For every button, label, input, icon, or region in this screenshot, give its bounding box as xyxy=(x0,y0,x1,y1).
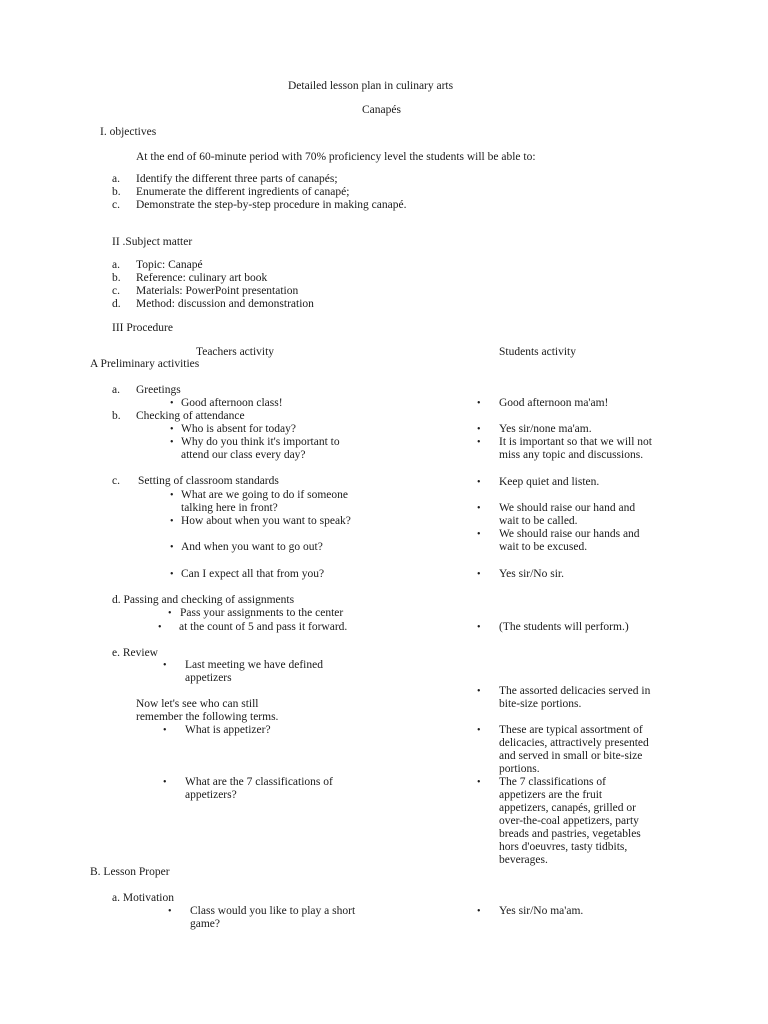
student-line: and served in small or bite-size xyxy=(499,750,643,762)
student-line: delicacies, attractively presented xyxy=(499,737,649,749)
teacher-line: Now let's see who can still xyxy=(136,698,259,710)
item-marker: c. xyxy=(112,475,120,487)
bullet: • xyxy=(477,437,481,448)
review-label: e. Review xyxy=(112,647,158,659)
student-line: Good afternoon ma'am! xyxy=(499,397,609,409)
teacher-line: Why do you think it's important to xyxy=(181,436,340,448)
subject-item: Topic: Canapé xyxy=(136,259,203,271)
teacher-line: Good afternoon class! xyxy=(181,397,283,409)
student-line: The assorted delicacies served in xyxy=(499,685,651,697)
teacher-line: What are the 7 classifications of xyxy=(185,776,333,788)
item-marker: b. xyxy=(112,410,121,422)
teacher-line: What is appetizer? xyxy=(185,724,271,736)
bullet: • xyxy=(477,777,481,788)
student-line: It is important so that we will not xyxy=(499,436,652,448)
students-activity-header: Students activity xyxy=(499,346,576,358)
attendance-label: Checking of attendance xyxy=(136,410,245,422)
objective-item: Identify the different three parts of canapés; xyxy=(136,173,338,185)
bullet: • xyxy=(477,686,481,697)
student-line: appetizers are the fruit xyxy=(499,789,603,801)
objectives-intro: At the end of 60-minute period with 70% proficiency level the students will be able to: xyxy=(136,151,536,163)
teacher-line: remember the following terms. xyxy=(136,711,279,723)
student-line: over-the-coal appetizers, party xyxy=(499,815,639,827)
teacher-line: What are we going to do if someone xyxy=(181,489,349,501)
teacher-line: Pass your assignments to the center xyxy=(180,607,344,619)
bullet: • xyxy=(163,660,167,671)
student-line: wait to be called. xyxy=(499,515,578,527)
student-line: We should raise our hands and xyxy=(499,528,640,540)
teacher-line: at the count of 5 and pass it forward. xyxy=(179,621,348,633)
teacher-line: And when you want to go out? xyxy=(181,541,323,553)
student-line: appetizers, canapés, grilled or xyxy=(499,802,636,814)
bullet: • xyxy=(477,503,481,514)
item-marker: a. xyxy=(112,384,120,396)
bullet: • xyxy=(477,529,481,540)
bullet: • xyxy=(477,569,481,580)
assignments-label: d. Passing and checking of assignments xyxy=(112,594,295,606)
preliminary-activities-heading: A Preliminary activities xyxy=(90,358,200,370)
lesson-proper-heading: B. Lesson Proper xyxy=(90,866,170,878)
bullet: • xyxy=(477,424,481,435)
objective-marker: b. xyxy=(112,186,121,198)
student-line: beverages. xyxy=(499,854,548,866)
bullet: • xyxy=(168,906,172,917)
bullet: • xyxy=(163,777,167,788)
bullet: • xyxy=(477,398,481,409)
bullet: • xyxy=(477,477,481,488)
teacher-line: How about when you want to speak? xyxy=(181,515,351,527)
student-line: portions. xyxy=(499,763,540,775)
student-line: wait to be excused. xyxy=(499,541,588,553)
student-line: These are typical assortment of xyxy=(499,724,643,736)
bullet: • xyxy=(170,516,174,527)
student-line: The 7 classifications of xyxy=(499,776,606,788)
bullet: • xyxy=(163,725,167,736)
standards-label: Setting of classroom standards xyxy=(138,475,279,487)
student-line: Yes sir/No sir. xyxy=(499,568,564,580)
student-line: bite-size portions. xyxy=(499,698,582,710)
bullet: • xyxy=(170,424,174,435)
teacher-line: Can I expect all that from you? xyxy=(181,568,325,580)
subject-marker: d. xyxy=(112,298,121,310)
bullet: • xyxy=(170,490,174,501)
bullet: • xyxy=(170,569,174,580)
teacher-line: talking here in front? xyxy=(181,502,278,514)
teachers-activity-header: Teachers activity xyxy=(196,346,275,358)
teacher-line: appetizers xyxy=(185,672,232,684)
bullet: • xyxy=(477,622,481,633)
student-line: We should raise our hand and xyxy=(499,502,636,514)
student-line: hors d'oeuvres, tasty tidbits, xyxy=(499,841,628,853)
subject-item: Reference: culinary art book xyxy=(136,272,268,284)
student-line: Yes sir/none ma'am. xyxy=(499,423,592,435)
subject-item: Method: discussion and demonstration xyxy=(136,298,314,310)
document-title: Detailed lesson plan in culinary arts xyxy=(288,80,454,92)
objective-item: Enumerate the different ingredients of canapé; xyxy=(136,186,350,198)
subject-matter-heading: II .Subject matter xyxy=(112,236,193,248)
bullet: • xyxy=(477,725,481,736)
document-subtitle: Canapés xyxy=(362,104,401,116)
student-line: miss any topic and discussions. xyxy=(499,449,644,461)
bullet: • xyxy=(170,542,174,553)
student-line: breads and pastries, vegetables xyxy=(499,828,641,840)
teacher-line: Who is absent for today? xyxy=(181,423,296,435)
procedure-heading: III Procedure xyxy=(112,322,173,334)
bullet: • xyxy=(170,437,174,448)
student-line: Keep quiet and listen. xyxy=(499,476,600,488)
objectives-heading: I. objectives xyxy=(100,126,157,138)
teacher-line: appetizers? xyxy=(185,789,237,801)
subject-marker: b. xyxy=(112,272,121,284)
student-line: Yes sir/No ma'am. xyxy=(499,905,584,917)
bullet: • xyxy=(170,398,174,409)
motivation-label: a. Motivation xyxy=(112,892,174,904)
objective-item: Demonstrate the step-by-step procedure in making canapé. xyxy=(136,199,407,211)
objective-marker: a. xyxy=(112,173,120,185)
teacher-line: attend our class every day? xyxy=(181,449,306,461)
greetings-label: Greetings xyxy=(136,384,181,396)
subject-marker: a. xyxy=(112,259,120,271)
objective-marker: c. xyxy=(112,199,120,211)
teacher-line: Class would you like to play a short xyxy=(190,905,356,917)
subject-item: Materials: PowerPoint presentation xyxy=(136,285,299,297)
teacher-line: Last meeting we have defined xyxy=(185,659,323,671)
teacher-line: game? xyxy=(190,918,221,930)
student-line: (The students will perform.) xyxy=(499,621,629,633)
bullet: • xyxy=(168,608,172,619)
bullet: • xyxy=(477,906,481,917)
bullet: • xyxy=(158,622,162,633)
subject-marker: c. xyxy=(112,285,120,297)
